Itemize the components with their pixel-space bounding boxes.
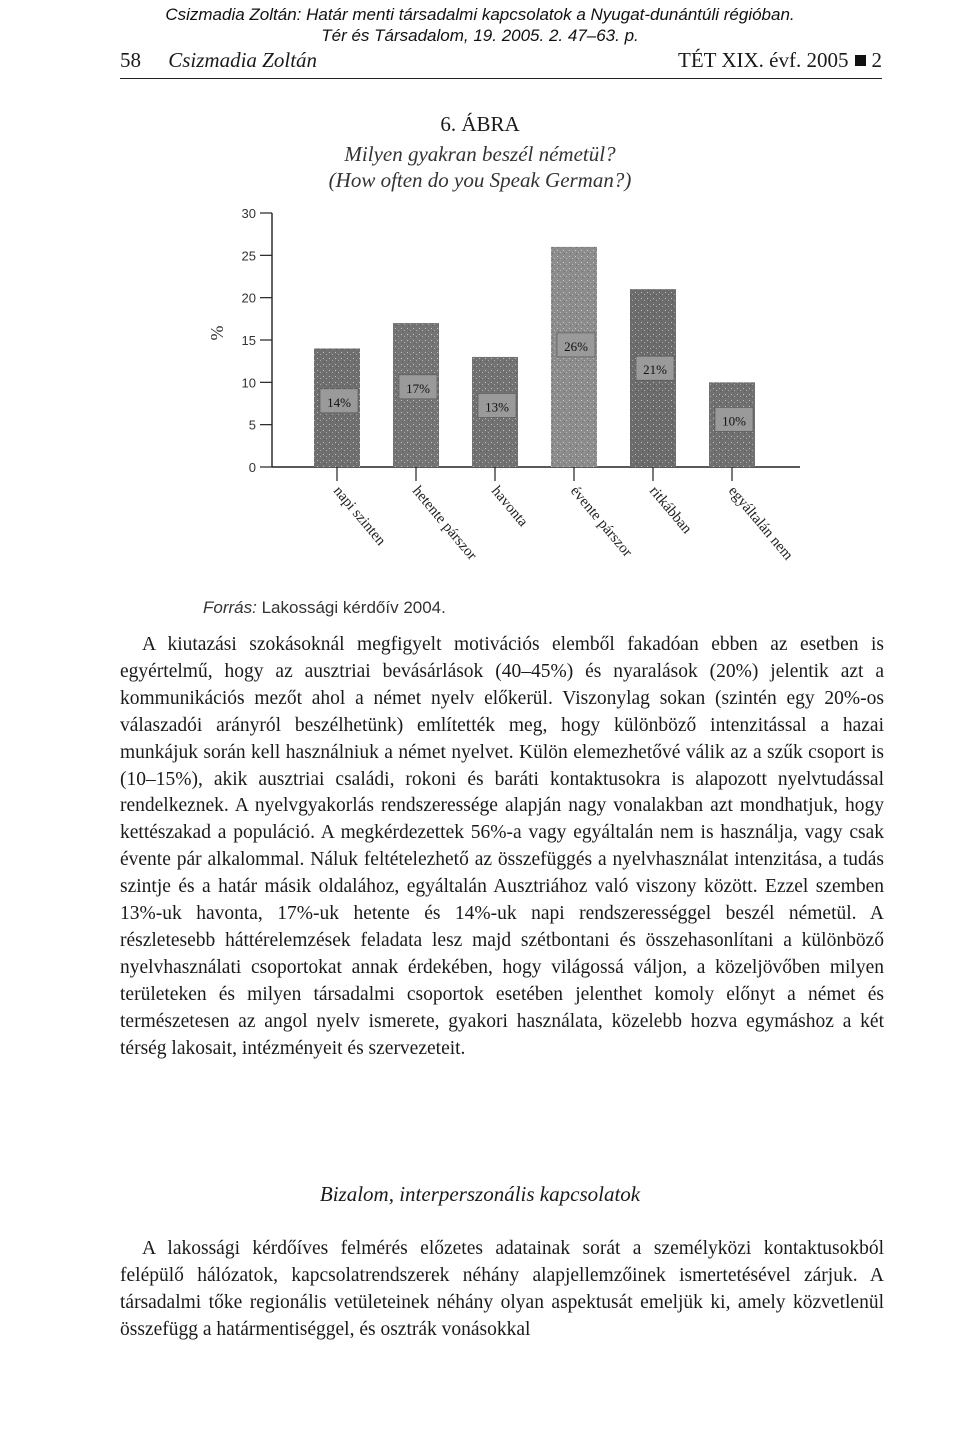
category-label: ritkábban — [645, 483, 695, 537]
data-label: 14% — [327, 394, 351, 410]
figure-title: Milyen gyakran beszél németül? — [344, 142, 616, 166]
category-label: egyáltalán nem — [724, 483, 796, 564]
figure-number: 6. ÁBRA — [440, 112, 520, 136]
category-label: hetente párszor — [408, 483, 480, 564]
data-label: 26% — [564, 338, 588, 354]
body-paragraph-2 — [120, 1236, 884, 1344]
paragraph-text: A lakossági kérdőíves felmérés előzetes adatainak sorát a személyközi kontaktusokból felépülő hálózatok, kapcsolatrendszerek néhány alapjellemzőinek ismertetésével zárjuk. A társadalmi tőke regionális vetületeinek néhány olyan aspektusát emeljük ki, amely közvetlenül összefügg a határmentiséggel, és osztrák vonásokkal — [120, 1238, 884, 1340]
running-head — [0, 4, 960, 46]
figure-source — [203, 598, 446, 618]
black-square-icon — [855, 55, 866, 66]
data-label: 10% — [722, 413, 746, 429]
section-heading: Bizalom, interperszonális kapcsolatok — [319, 1182, 641, 1206]
figure-subtitle: (How often do you Speak German?) — [328, 168, 632, 192]
page-header-left — [120, 48, 317, 73]
category-label: havonta — [487, 483, 531, 530]
page-header — [120, 48, 882, 79]
bar-chart — [190, 195, 830, 590]
source-label: Forrás: — [203, 598, 257, 617]
page-header-right — [678, 48, 882, 73]
journal-name: TÉT XIX. évf. 2005 — [678, 48, 849, 72]
y-tick-label: 0 — [248, 460, 256, 475]
category-label: napi szinten — [329, 483, 389, 549]
y-tick-label: 10 — [241, 375, 256, 391]
data-label: 17% — [406, 380, 430, 396]
chart-bars — [314, 247, 755, 467]
page-number: 58 — [120, 48, 141, 72]
page-author: Csizmadia Zoltán — [168, 48, 318, 72]
y-axis-label: % — [207, 325, 227, 341]
y-tick-label: 5 — [248, 417, 256, 433]
data-label: 21% — [643, 362, 667, 378]
y-tick-label: 25 — [241, 248, 256, 264]
running-head-line1: Csizmadia Zoltán: Határ menti társadalmi kapcsolatok a Nyugat-dunántúli régióban. — [165, 5, 795, 24]
y-tick-label: 20 — [241, 290, 256, 306]
data-label: 13% — [485, 399, 509, 415]
category-label: évente párszor — [566, 483, 636, 561]
issue-number: 2 — [871, 48, 882, 72]
body-paragraph-1 — [120, 632, 884, 1063]
paragraph-text: A kiutazási szokásoknál megfigyelt motivációs elemből fakadóan ebben az esetben is egyértelmű, hogy az ausztriai bevásárlások (40–45%) és nyaralások (20%) jelentik azt a kommunikációs mezőt ahol a német nyelv előkerül. Viszonylag sokan (szintén egy 20%-os válaszadói arányról beszélhetünk) említették meg, hogy különböző intenzitással a hazai munkájuk során kell használniuk a német nyelvet. Külön elemezhetővé válik az a szűk csoport is (10–15%), akik ausztriai családi, rokoni és baráti kontaktusokra is alapozott nyelvtudással rendelkeznek. A nyelvgyakorlás rendszeressége alapján nagy vonalakban azt mondhatjuk, hogy kettészakad a populáció. A megkérdezettek 56%-a vagy egyáltalán nem is használja, vagy csak évente pár alkalommal. Náluk feltételezhető az összefüggés a nyelvhasználat intenzitása, a tudás szintje és a határ másik oldalához, egyáltalán Ausztriához való viszony között. Ezzel szemben 13%-uk havonta, 17%-uk hetente és 14%-uk napi rendszerességgel beszél németül. A részletesebb háttérelemzések feladata lesz majd szétbontani és összehasonlítani a különböző nyelvhasználati csoportokat annak érdekében, hogy világossá váljon, a közeljövőben milyen területeken és milyen társadalmi csoportok esetében jelenthet komoly előnyt a német és természetesen az angol nyelv ismerete, gyakori használata, közelebb hozva egymáshoz a két térség lakosait, intézményeit és szervezeteit. — [120, 634, 884, 1059]
y-tick-label: 30 — [241, 206, 256, 221]
running-head-line2: Tér és Társadalom, 19. 2005. 2. 47–63. p. — [321, 26, 639, 45]
y-tick-label: 15 — [241, 333, 256, 348]
source-text: Lakossági kérdőív 2004. — [261, 598, 446, 617]
